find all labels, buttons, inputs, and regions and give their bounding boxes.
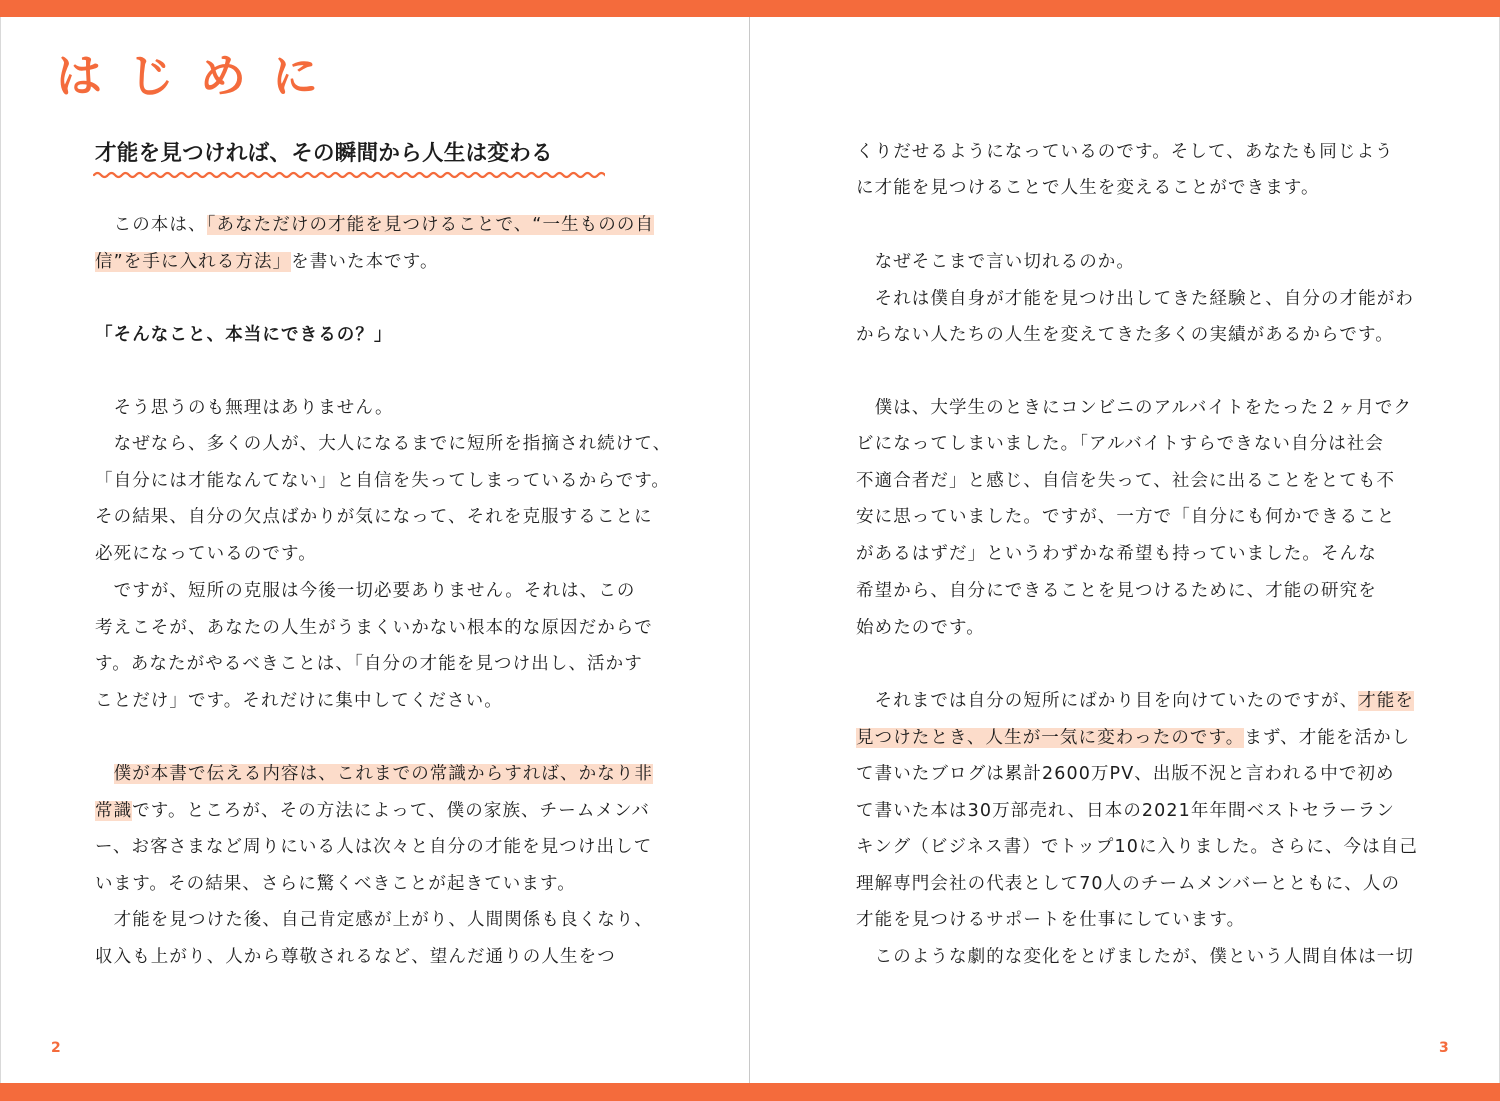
body-text-line	[95, 759, 653, 789]
text-segment: このような劇的な変化をとげましたが、僕という人間自体は一切	[856, 947, 1414, 967]
body-text-line	[95, 905, 653, 935]
body-text-line	[95, 796, 650, 826]
body-text-line	[95, 502, 653, 532]
body-text-line	[856, 320, 1394, 350]
wavy-underline	[93, 169, 605, 181]
section-subheading: 才能を見つければ、その瞬間から人生は変わる	[95, 141, 553, 166]
text-segment: そう思うのも無理はありません。	[95, 398, 394, 418]
body-text-line	[95, 576, 635, 606]
text-segment: ことだけ」です。それだけに集中してください。	[95, 691, 503, 711]
text-segment: 必死になっているのです。	[95, 544, 317, 564]
body-text-line	[856, 137, 1394, 167]
text-segment: くりだせるようになっているのです。そして、あなたも同じよう	[856, 142, 1394, 162]
highlighted-text: 信”を手に入れる方法」	[95, 252, 292, 272]
body-text-line	[95, 942, 616, 972]
body-text-line	[856, 393, 1412, 423]
text-segment: それまでは自分の短所にばかり目を向けていたのですが、	[856, 691, 1359, 711]
body-text-line	[856, 247, 1135, 277]
text-segment: を書いた本です。	[291, 252, 439, 272]
body-text-line	[856, 832, 1418, 862]
text-segment: 不適合者だ」と感じ、自信を失って、社会に出ることをとても不	[856, 471, 1396, 491]
body-text-line	[95, 210, 654, 240]
emphasized-quote-line	[95, 320, 393, 350]
text-segment: この本は、	[95, 215, 207, 235]
text-segment: 安に思っていました。ですが、一方で「自分にも何かできること	[856, 507, 1396, 527]
text-segment: 才能を見つけた後、自己肯定感が上がり、人間関係も良くなり、	[95, 910, 653, 930]
text-segment: に才能を見つけることで人生を変えることができます。	[856, 178, 1320, 198]
text-segment: 「そんなこと、本当にできるの？」	[95, 325, 393, 345]
text-segment	[95, 764, 114, 784]
book-spine-divider	[749, 17, 750, 1083]
body-text-line	[856, 502, 1395, 532]
body-text-line	[856, 173, 1320, 203]
text-segment: その結果、自分の欠点ばかりが気になって、それを克服することに	[95, 507, 653, 527]
text-segment: 理解専門会社の代表として70人のチームメンバーとともに、人の	[856, 874, 1401, 894]
text-segment: なぜそこまで言い切れるのか。	[856, 252, 1135, 272]
highlighted-text: 「あなただけの才能を見つけることで、“一生ものの自	[206, 215, 655, 235]
text-segment: 収入も上がり、人から尊敬されるなど、望んだ通りの人生をつ	[95, 947, 616, 967]
body-text-line	[95, 393, 394, 423]
chapter-title: はじめに	[56, 49, 344, 103]
page-number-right: 3	[1439, 1040, 1449, 1056]
body-text-line	[95, 466, 670, 496]
body-text-line	[856, 576, 1377, 606]
body-text-line	[95, 686, 503, 716]
text-segment: て書いた本は30万部売れ、日本の2021年年間ベストセラーラン	[856, 801, 1395, 821]
highlighted-text: 常識	[95, 801, 133, 821]
left-page-edge	[0, 17, 1, 1083]
text-segment: 考えこそが、あなたの人生がうまくいかない根本的な原因だからで	[95, 618, 653, 638]
bottom-accent-bar	[0, 1083, 1500, 1101]
body-text-line	[95, 869, 576, 899]
text-segment: 始めたのです。	[856, 618, 985, 638]
body-text-line	[95, 247, 439, 277]
text-segment: キング（ビジネス書）でトップ10に入りました。さらに、今は自己	[856, 837, 1418, 857]
body-text-line	[856, 905, 1245, 935]
body-text-line	[856, 869, 1400, 899]
text-segment: なぜなら、多くの人が、大人になるまでに短所を指摘され続けて、	[95, 434, 672, 454]
text-segment: 才能を見つけるサポートを仕事にしています。	[856, 910, 1246, 930]
body-text-line	[856, 686, 1414, 716]
body-text-line	[856, 284, 1414, 314]
text-segment: があるはずだ」というわずかな希望も持っていました。そんな	[856, 544, 1377, 564]
text-segment: です。ところが、その方法によって、僕の家族、チームメンバ	[132, 801, 651, 821]
text-segment: います。その結果、さらに驚くべきことが起きています。	[95, 874, 576, 894]
text-segment: す。あなたがやるべきことは、「自分の才能を見つけ出し、活かす	[95, 654, 643, 674]
body-text-line	[856, 613, 985, 643]
top-accent-bar	[0, 0, 1500, 17]
body-text-line	[856, 539, 1377, 569]
text-segment: 希望から、自分にできることを見つけるために、才能の研究を	[856, 581, 1377, 601]
text-segment: 「自分には才能なんてない」と自信を失ってしまっているからです。	[95, 471, 671, 491]
highlighted-text: 見つけたとき、人生が一気に変わったのです。	[856, 728, 1245, 748]
text-segment: ですが、短所の克服は今後一切必要ありません。それは、この	[95, 581, 636, 601]
body-text-line	[856, 723, 1410, 753]
page-number-left: 2	[51, 1040, 61, 1056]
body-text-line	[95, 539, 317, 569]
body-text-line	[95, 832, 652, 862]
text-segment: ー、お客さまなど周りにいる人は次々と自分の才能を見つけ出して	[95, 837, 653, 857]
body-text-line	[856, 942, 1414, 972]
text-segment: からない人たちの人生を変えてきた多くの実績があるからです。	[856, 325, 1394, 345]
highlighted-text: 僕が本書で伝える内容は、これまでの常識からすれば、かなり非	[113, 764, 654, 784]
text-segment: て書いたブログは累計2600万PV、出版不況と言われる中で初め	[856, 764, 1395, 784]
body-text-line	[856, 796, 1395, 826]
body-text-line	[856, 466, 1395, 496]
body-text-line	[856, 429, 1384, 459]
highlighted-text: 才能を	[1358, 691, 1415, 711]
text-segment: それは僕自身が才能を見つけ出してきた経験と、自分の才能がわ	[856, 289, 1414, 309]
text-segment: ビになってしまいました。「アルバイトすらできない自分は社会	[856, 434, 1385, 454]
body-text-line	[95, 649, 643, 679]
text-segment: まず、才能を活かし	[1244, 728, 1411, 748]
body-text-line	[95, 429, 671, 459]
text-segment: 僕は、大学生のときにコンビニのアルバイトをたった２ヶ月でク	[856, 398, 1413, 418]
body-text-line	[95, 613, 653, 643]
body-text-line	[856, 759, 1395, 789]
